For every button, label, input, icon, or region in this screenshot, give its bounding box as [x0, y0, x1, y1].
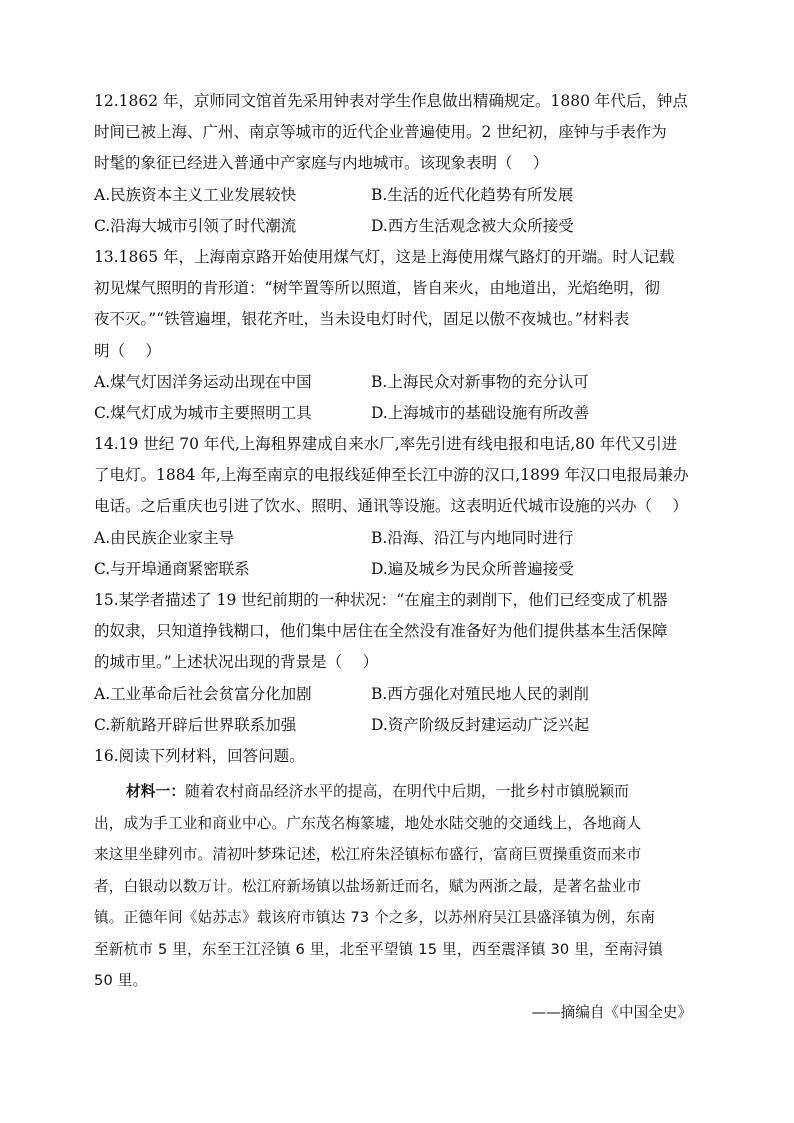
option-d: D.西方生活观念被大众所接受 [371, 216, 574, 235]
question-16 [94, 741, 696, 1028]
question-stem-line: 时髦的象征已经进入普通中产家庭与内地城市。该现象表明（ ） [94, 154, 549, 173]
material-line: 50 里。 [94, 972, 148, 990]
material-line: 出，成为手工业和商业中心。广东茂名梅篆墟，地处水陆交驰的交通线上，各地商人 [94, 814, 642, 832]
option-b: B.西方强化对殖民地人民的剥削 [371, 684, 589, 703]
question-13 [94, 242, 696, 429]
question-stem-line: 夜不灭。”“铁管遍埋，银花齐吐，当未设电灯时代，固足以傲不夜城也。”材料表 [94, 310, 630, 329]
question-stem-line: 12.1862 年，京师同文馆首先采用钟表对学生作息做出精确规定。1880 年代后，钟点 [94, 92, 688, 110]
question-stem-line: 13.1865 年，上海南京路开始使用煤气灯，这是上海使用煤气路灯的开端。时人记载 [94, 247, 675, 266]
question-14 [94, 429, 696, 585]
option-c: C.沿海大城市引领了时代潮流 [94, 216, 297, 235]
option-c: C.与开埠通商紧密联系 [94, 559, 250, 578]
option-a: A.由民族企业家主导 [94, 528, 235, 547]
question-stem-line: 时间已被上海、广州、南京等城市的近代企业普遍使用。2 世纪初，座钟与手表作为 [94, 123, 667, 142]
question-stem-line: 初见煤气照明的肯形道：“树竿置等所以照道，皆自来火，由地道出，光焰绝明，彻 [94, 279, 660, 298]
option-c: C.新航路开辟后世界联系加强 [94, 715, 297, 734]
option-d: D.资产阶级反封建运动广泛兴起 [371, 715, 590, 734]
option-a: A.工业革命后社会贫富分化加剧 [94, 684, 312, 703]
option-a: A.民族资本主义工业发展较快 [94, 185, 297, 204]
question-15 [94, 585, 696, 741]
question-stem-line: 电话。之后重庆也引进了饮水、照明、通讯等设施。这表明近代城市设施的兴办（ ） [94, 497, 688, 516]
material-label: 材料一： [126, 783, 186, 801]
question-stem-line: 15.某学者描述了 19 世纪前期的一种状况：“在雇主的剥削下，他们已经变成了机器 [94, 591, 668, 609]
option-a: A.煤气灯因洋务运动出现在中国 [94, 372, 312, 391]
question-stem-line: 16.阅读下列材料，回答问题。 [94, 746, 305, 765]
question-stem-line: 的城市里。”上述状况出现的背景是（ ） [94, 653, 379, 672]
material-line: 镇。正德年间《姑苏志》载该府市镇达 73 个之多，以苏州府吴江县盛泽镇为例，东南 [94, 909, 656, 927]
material-line [94, 776, 696, 808]
material-block [94, 776, 696, 1028]
option-d: D.上海城市的基础设施有所改善 [371, 403, 590, 422]
question-stem-line: 14.19 世纪 70 年代,上海租界建成自来水厂,率先引进有线电报和电话,80 年代又引进 [94, 435, 678, 454]
material-line: 至新杭市 5 里，东至王江泾镇 6 里，北至平望镇 15 里，西至震泽镇 30 里，至南浔镇 [94, 940, 664, 958]
option-c: C.煤气灯成为城市主要照明工具 [94, 403, 312, 422]
question-stem-line: 的奴隶，只知道挣钱糊口，他们集中居住在全然没有准备好为他们提供基本生活保障 [94, 622, 668, 641]
option-d: D.遍及城乡为民众所普遍接受 [371, 559, 574, 578]
question-stem-line: 了电灯。1884 年,上海至南京的电报线延伸至长江中游的汉口,1899 年汉口电报局兼办 [94, 466, 689, 485]
option-b: B.生活的近代化趋势有所发展 [371, 185, 574, 204]
option-b: B.上海民众对新事物的充分认可 [371, 372, 589, 391]
material-source: ——摘编自《中国全史》 [531, 1003, 692, 1021]
material-text: 随着农村商品经济水平的提高，在明代中后期，一批乡村市镇脱颖而 [185, 783, 630, 801]
question-stem-line: 明（ ） [94, 341, 161, 360]
exam-page [94, 86, 696, 1028]
material-line: 者，白银动以数万计。松江府新场镇以盐场新迁而名，赋为两浙之最，是著名盐业市 [94, 877, 642, 895]
option-b: B.沿海、沿江与内地同时进行 [371, 528, 574, 547]
material-line: 来这里坐肆列市。清初叶梦珠记述，松江府朱泾镇标布盛行，富商巨贾操重资而来市 [94, 846, 642, 864]
question-12 [94, 86, 696, 242]
